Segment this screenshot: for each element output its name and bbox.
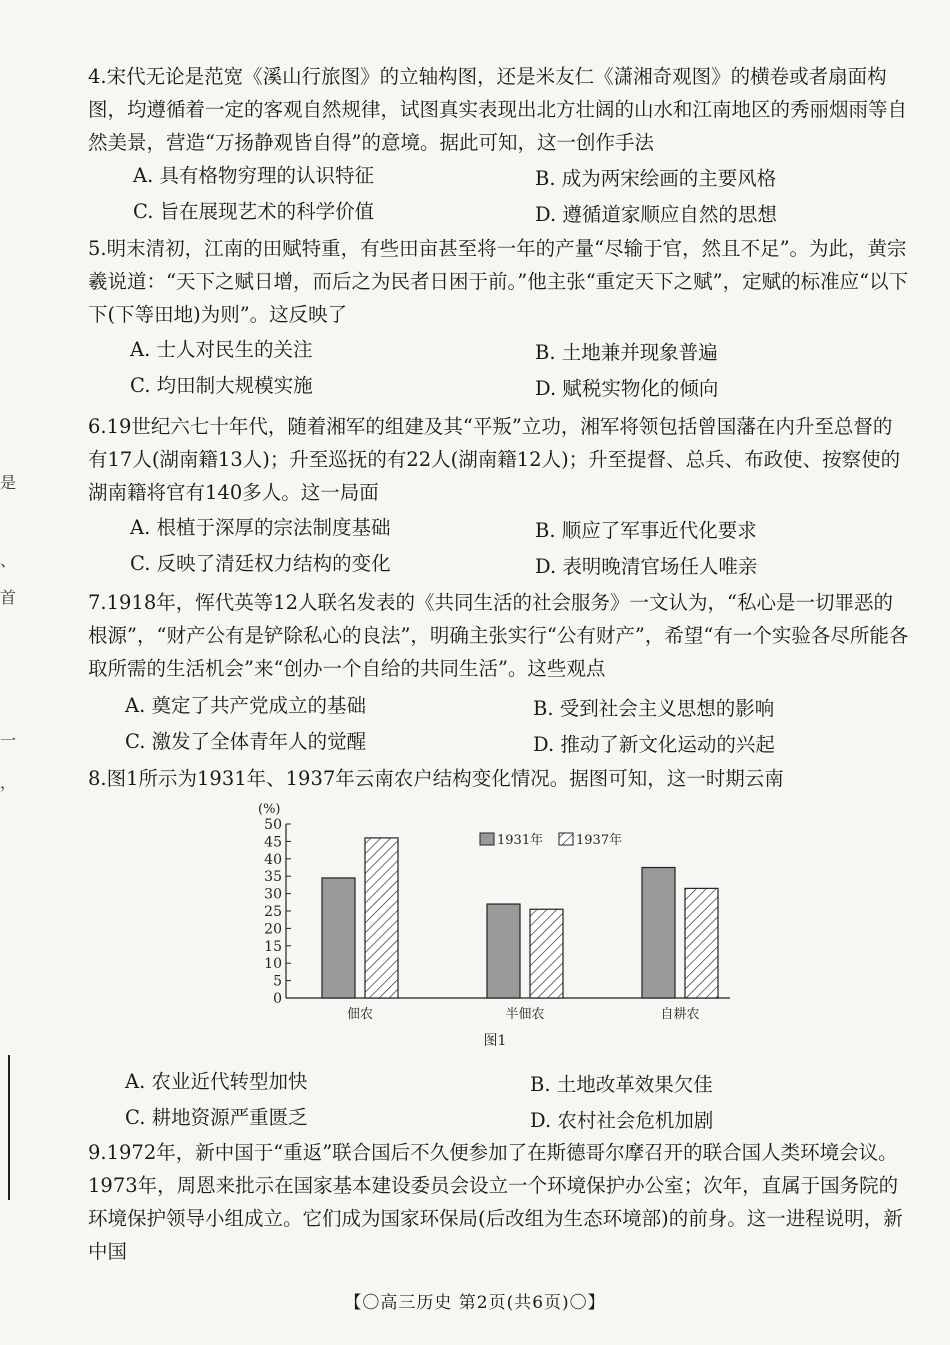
option-b[interactable]: B. 受到社会主义思想的影响 — [533, 697, 775, 720]
option-b[interactable]: B. 成为两宋绘画的主要风格 — [535, 167, 777, 190]
option-d[interactable]: D. 推动了新文化运动的兴起 — [533, 733, 775, 756]
question-stem: 8.图1所示为1931年、1937年云南农户结构变化情况。据图可知，这一时期云南 — [88, 767, 784, 790]
option-d[interactable]: D. 农村社会危机加剧 — [530, 1109, 714, 1132]
y-tick-label: 45 — [264, 834, 282, 851]
option-c[interactable]: C. 旨在展现艺术的科学价值 — [133, 200, 375, 223]
question-stem: 5.明末清初，江南的田赋特重，有些田亩甚至将一年的产量“尽输于官，然且不足”。为此，黄宗羲说道：“天下之赋日增，而后之为民者日困于前。”他主张“重定天下之赋”，定赋的标准应“以下下(下等田地)为则”。这反映了 — [88, 237, 909, 326]
option-b[interactable]: B. 顺应了军事近代化要求 — [535, 519, 757, 542]
question-8 — [88, 762, 910, 795]
bar-半佃农-1937年 — [530, 909, 563, 998]
legend-label-1931: 1931年 — [497, 833, 544, 848]
question-6 — [88, 410, 910, 509]
question-7 — [88, 586, 910, 685]
margin-mark-5: ， — [0, 773, 17, 792]
bar-半佃农-1931年 — [487, 904, 520, 998]
category-label: 佃农 — [346, 1007, 374, 1022]
option-a[interactable]: A. 农业近代转型加快 — [125, 1070, 308, 1093]
option-d[interactable]: D. 赋税实物化的倾向 — [535, 377, 719, 400]
y-tick-label: 0 — [273, 991, 282, 1007]
question-stem: 6.19世纪六七十年代，随着湘军的组建及其“平叛”立功，湘军将领包括曾国藩在内升至总督的有17人(湖南籍13人)；升至巡抚的有22人(湖南籍12人)；升至提督、总兵、布政使、按察使的湖南籍将官有140多人。这一局面 — [88, 415, 901, 504]
bar-自耕农-1937年 — [685, 888, 718, 998]
option-b[interactable]: B. 土地兼并现象普遍 — [535, 341, 718, 364]
question-9 — [88, 1136, 910, 1268]
option-a[interactable]: A. 士人对民生的关注 — [130, 338, 313, 361]
y-tick-label: 20 — [264, 921, 282, 938]
y-tick-label: 25 — [264, 904, 282, 920]
bar-佃农-1937年 — [365, 838, 398, 998]
legend-label-1937: 1937年 — [576, 833, 623, 848]
question-5 — [88, 232, 910, 331]
y-tick-label: 5 — [273, 973, 282, 990]
y-axis-label: (%) — [258, 802, 281, 817]
figure-1-chart — [250, 800, 740, 1062]
margin-mark-2: 、 — [0, 551, 17, 570]
figure-caption: 图1 — [483, 1033, 507, 1049]
margin-mark-4: 一 — [0, 731, 17, 750]
y-tick-label: 35 — [264, 869, 282, 886]
question-stem: 7.1918年，恽代英等12人联名发表的《共同生活的社会服务》一文认为，“私心是一切罪恶的根源”，“财产公有是铲除私心的良法”，明确主张实行“公有财产”，希望“有一个实验各尽所能各取所需的生活机会”来“创办一个自给的共同生活”。这些观点 — [88, 591, 909, 680]
option-d[interactable]: D. 表明晚清官场任人唯亲 — [535, 555, 758, 578]
option-a[interactable]: A. 根植于深厚的宗法制度基础 — [130, 516, 391, 539]
y-tick-label: 50 — [264, 817, 282, 833]
y-tick-label: 40 — [264, 851, 282, 868]
margin-binding-line — [8, 1055, 10, 1200]
page-footer: 【〇高三历史 第2页(共6页)〇】 — [344, 1293, 606, 1313]
legend-swatch-1937 — [559, 833, 573, 845]
category-label: 半佃农 — [505, 1007, 545, 1022]
option-c[interactable]: C. 均田制大规模实施 — [130, 374, 313, 397]
option-d[interactable]: D. 遵循道家顺应自然的思想 — [535, 203, 777, 226]
option-c[interactable]: C. 耕地资源严重匮乏 — [125, 1106, 308, 1129]
y-tick-label: 10 — [264, 956, 282, 973]
margin-mark-3: 首 — [0, 588, 17, 607]
option-a[interactable]: A. 具有格物穷理的认识特征 — [133, 164, 374, 187]
option-a[interactable]: A. 奠定了共产党成立的基础 — [125, 694, 366, 717]
category-label: 自耕农 — [660, 1007, 700, 1022]
bar-自耕农-1931年 — [642, 868, 675, 999]
option-c[interactable]: C. 激发了全体青年人的觉醒 — [125, 730, 367, 753]
option-b[interactable]: B. 土地改革效果欠佳 — [530, 1073, 713, 1096]
question-stem: 9.1972年，新中国于“重返”联合国后不久便参加了在斯德哥尔摩召开的联合国人类环境会议。1973年，周恩来批示在国家基本建设委员会设立一个环境保护办公室；次年，直属于国务院的环境保护领导小组成立。它们成为国家环保局(后改组为生态环境部)的前身。这一进程说明，新中国 — [88, 1141, 903, 1263]
margin-mark-1: 是 — [0, 473, 17, 492]
question-4 — [88, 60, 910, 159]
question-stem: 4.宋代无论是范宽《溪山行旅图》的立轴构图，还是米友仁《潇湘奇观图》的横卷或者扇面构图，均遵循着一定的客观自然规律，试图真实表现出北方壮阔的山水和江南地区的秀丽烟雨等自然美景，营造“万扬静观皆自得”的意境。据此可知，这一创作手法 — [88, 65, 908, 154]
bar-佃农-1931年 — [322, 878, 355, 998]
option-c[interactable]: C. 反映了清廷权力结构的变化 — [130, 552, 391, 575]
y-tick-label: 15 — [264, 938, 282, 955]
y-tick-label: 30 — [264, 886, 282, 903]
legend-swatch-1931 — [480, 833, 494, 845]
